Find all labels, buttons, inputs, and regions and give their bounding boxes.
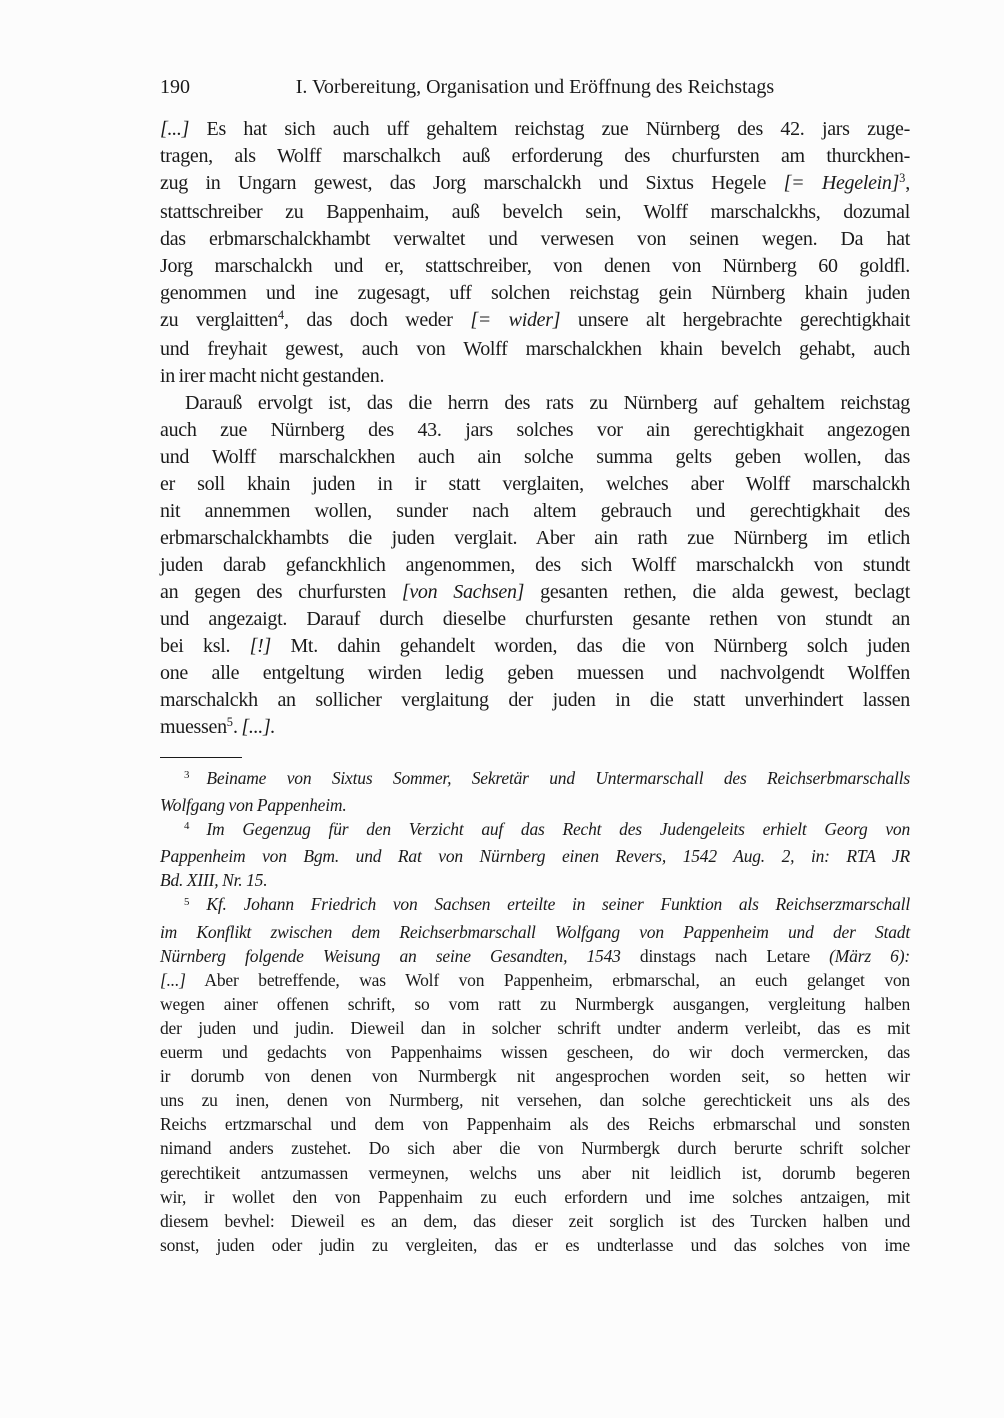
text-line [160, 687, 910, 714]
page-number: 190 [160, 76, 190, 98]
footnote-line [160, 1064, 910, 1088]
text-segment: Darauß ervolgt ist, das die herrn des rats zu Nürnberg auf gehaltem reichstag [185, 392, 910, 414]
text-line [160, 199, 910, 226]
footnotes [160, 766, 910, 1257]
footnote-separator [160, 757, 242, 758]
text-segment: tragen, als Wolff marschalkch auß erforderung des churfursten am thurckhen- [160, 145, 910, 167]
text-segment: genommen und ine zugesagt, uff solchen reichstag gein Nürnberg khain juden [160, 282, 910, 304]
footnote-number: 3 [184, 769, 190, 782]
text-segment: , das doch weder [284, 309, 471, 331]
footnote-number: 5 [184, 895, 190, 908]
text-line [160, 390, 910, 417]
text-segment: bei ksl. [160, 635, 250, 657]
text-segment: und freyhait gewest, auch von Wolff marschalckhen khain bevelch gehabt, auch [160, 338, 910, 360]
text-segment: im Konflikt zwischen dem Reichserbmarschall Wolfgang von Pappenheim und der Stadt [160, 921, 910, 942]
footnote-line [160, 1112, 910, 1136]
text-segment: (März 6): [829, 945, 910, 966]
footnote-ref: 5 [226, 715, 233, 730]
text-segment: Wolfgang von Pappenheim. [160, 795, 347, 816]
footnote-ref: 4 [277, 308, 285, 323]
text-segment: [...] [160, 969, 186, 990]
footnote-number: 4 [184, 820, 190, 833]
text-segment: [von Sachsen] [401, 581, 525, 603]
footnote-line [160, 1233, 910, 1257]
footnote-line [160, 817, 910, 844]
text-segment: und angezaigt. Darauf durch dieselbe churfursten gesante rethen von stundt an [160, 608, 910, 630]
footnote-line [160, 920, 910, 944]
footnote-line [160, 1185, 910, 1209]
text-segment: uns zu inen, denen von Nurmberg, nit versehen, dan solche gerechtickeit uns als des [160, 1090, 910, 1111]
text-segment: [= Hegelein] [783, 172, 900, 194]
text-segment: Reichs ertzmarschal und dem von Pappenhaim als des Reichs erbmarschal und sonsten [160, 1114, 910, 1135]
text-line [160, 660, 910, 687]
text-segment: nit annemmen wollen, sunder nach altem gebrauch und gerechtigkhait des [160, 500, 910, 522]
text-line [160, 525, 910, 552]
text-segment: zug in Ungarn gewest, das Jorg marschalckh und Sixtus Hegele [160, 172, 784, 194]
text-line [160, 444, 910, 471]
text-segment: Nürnberg folgende Weisung an seine Gesandten, 1543 [160, 945, 621, 966]
text-segment: nimand anders zustehet. Do sich aber die von Nurmbergk durch berurte schrift solcher [160, 1138, 910, 1159]
footnote-line [160, 793, 910, 817]
text-line [160, 471, 910, 498]
text-segment: muessen [160, 716, 227, 738]
text-line [160, 170, 910, 199]
text-segment: [...] [160, 118, 190, 140]
text-line [160, 498, 910, 525]
text-segment: euerm und gedachts von Pappenhaims wissen gescheen, do wir doch vermercken, das [160, 1042, 910, 1063]
text-line [160, 606, 910, 633]
text-segment: wegen ainer offenen schrift, so vom ratt zu Nurmbergk ausgangen, vergleitung halben [160, 993, 910, 1014]
footnote-line [160, 1016, 910, 1040]
text-line [160, 633, 910, 660]
footnote-ref: 3 [899, 171, 906, 186]
text-line [160, 116, 910, 143]
text-segment: das erbmarschalckhambt verwaltet und verwesen von seinen wegen. Da hat [160, 228, 910, 250]
text-line [160, 579, 910, 606]
text-segment: an gegen des churfursten [160, 581, 402, 603]
text-segment: Jorg marschalckh und er, stattschreiber, von denen von Nürnberg 60 goldfl. [160, 255, 910, 277]
text-segment: der juden und judin. Dieweil dan in solcher schrift undter anderm verleibt, das es mit [160, 1017, 910, 1038]
text-segment: sonst, juden oder judin zu vergleiten, das er es undterlasse und das solches von ime [160, 1234, 910, 1255]
page-header [160, 76, 910, 99]
text-line [160, 336, 910, 363]
text-line [160, 253, 910, 280]
footnote-line [160, 1209, 910, 1233]
text-segment: dinstags nach Letare [620, 945, 830, 966]
text-segment: stattschreiber zu Bappenhaim, auß bevelch sein, Wolff marschalckhs, dozumal [160, 201, 910, 223]
text-segment: er soll khain juden in ir statt verglaiten, welches aber Wolff marschalckh [160, 473, 910, 495]
text-segment: Pappenheim von Bgm. und Rat von Nürnberg einen Revers, 1542 Aug. 2, in: RTA JR [160, 846, 910, 867]
text-segment: Es hat sich auch uff gehaltem reichstag zue Nürnberg des 42. jars zuge- [189, 118, 910, 140]
running-header: I. Vorbereitung, Organisation und Eröffnung des Reichstags [295, 76, 775, 98]
footnote-line [160, 868, 910, 892]
text-segment: juden darab gefanckhlich angenommen, des sich Wolff marschalckh von stundt [160, 554, 910, 576]
footnote-line [160, 766, 910, 793]
text-segment: ir dorumb von denen von Nurmbergk nit angesprochen worden seit, so hetten wir [160, 1066, 910, 1087]
text-segment: Mt. dahin gehandelt worden, das die von Nürnberg solch juden [270, 635, 910, 657]
text-segment: Aber betreffende, was Wolf von Pappenheim, erbmarschal, an euch gelanget von [185, 969, 910, 990]
text-segment: unsere alt hergebrachte gerechtigkhait [560, 309, 910, 331]
footnote-line [160, 944, 910, 968]
text-segment: auch zue Nürnberg des 43. jars solches vor ain gerechtigkhait angezogen [160, 419, 910, 441]
footnote-line [160, 992, 910, 1016]
footnote-line [160, 844, 910, 868]
text-line [160, 280, 910, 307]
text-segment: wir, ir wollet den von Pappenhaim zu euch erfordern und ime solches antzaigen, mit [160, 1186, 910, 1207]
text-segment: zu verglaitten [160, 309, 278, 331]
footnote-line [160, 968, 910, 992]
text-segment: Im Gegenzug für den Verzicht auf das Recht des Judengeleits erhielt Georg von [206, 819, 910, 840]
text-segment: in irer macht nicht gestanden. [160, 365, 385, 387]
text-line [160, 417, 910, 444]
text-segment: gesanten rethen, die alda gewest, beclagt [524, 581, 910, 603]
text-line [160, 226, 910, 253]
footnote-line [160, 1161, 910, 1185]
text-segment: Beiname von Sixtus Sommer, Sekretär und Untermarschall des Reichserbmarschalls [206, 768, 910, 788]
text-segment: . [232, 716, 242, 738]
text-segment: erbmarschalckhambts die juden verglait. Aber ain rath zue Nürnberg im etlich [160, 527, 910, 549]
text-segment: Bd. XIII, Nr. 15. [160, 870, 268, 891]
text-line [160, 714, 910, 743]
text-segment: one alle entgeltung wirden ledig geben muessen und nachvolgendt Wolffen [160, 662, 910, 684]
text-segment: marschalckh an sollicher verglaitung der juden in die statt unverhindert lassen [160, 689, 910, 711]
text-segment: diesem bevhel: Dieweil es an dem, das dieser zeit sorglich ist des Turcken halben und [160, 1210, 910, 1231]
text-segment: [!] [249, 635, 271, 657]
footnote-line [160, 1040, 910, 1064]
main-text [160, 116, 910, 743]
footnote-line [160, 892, 910, 919]
text-line [160, 552, 910, 579]
footnote-line [160, 1136, 910, 1160]
text-segment: Kf. Johann Friedrich von Sachsen erteilte in seiner Funktion als Reichserzmarschall [206, 894, 910, 915]
text-segment: [= wider] [470, 309, 561, 331]
text-segment: , [905, 172, 910, 194]
text-line [160, 307, 910, 336]
footnote-line [160, 1088, 910, 1112]
text-segment: [...]. [241, 716, 276, 738]
text-line [160, 363, 910, 390]
text-segment: und Wolff marschalckhen auch ain solche summa gelts geben wollen, das [160, 446, 910, 468]
text-segment: gerechtikeit antzumassen vermeynen, welchs uns aber nit leidlich ist, dorumb begeren [160, 1162, 910, 1183]
text-line [160, 143, 910, 170]
